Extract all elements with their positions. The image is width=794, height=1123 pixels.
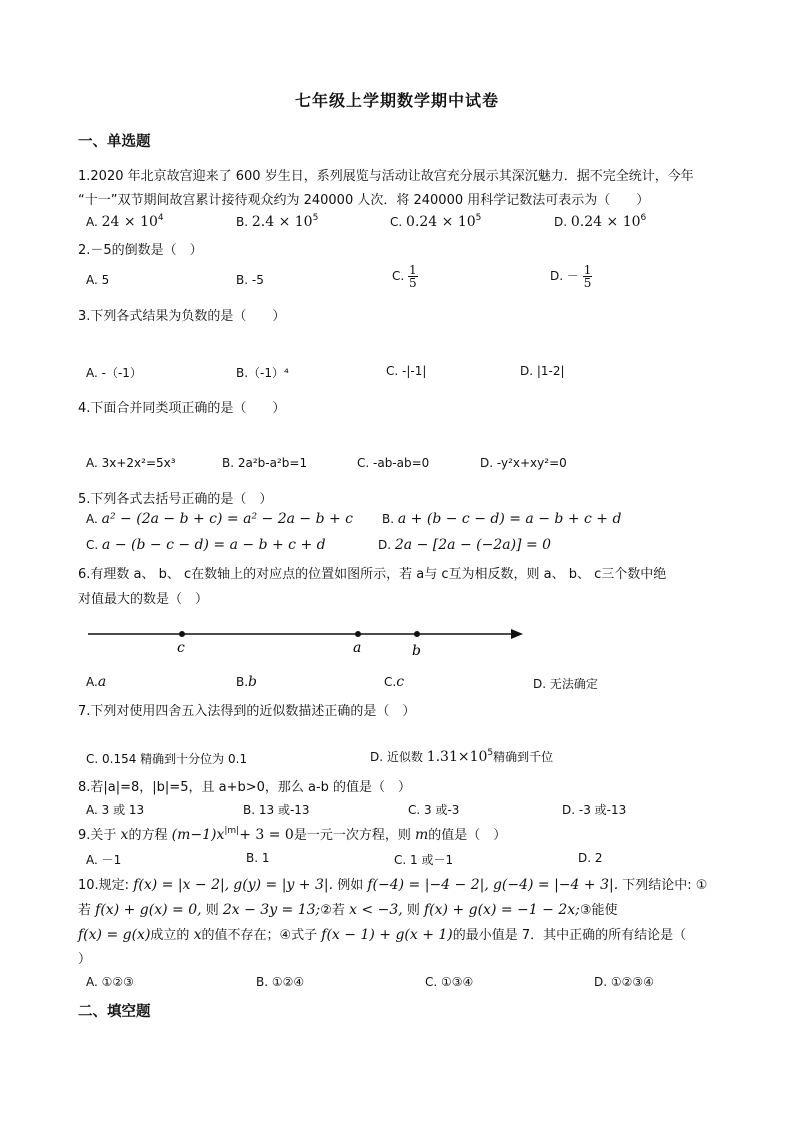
q9-stem: 9.关于 x的方程 $(m-1)x^{|m|}+ 3 = 0$是一元一次方程，则 m的值是（ ） bbox=[78, 826, 507, 843]
point-b bbox=[414, 631, 420, 637]
label-a: a bbox=[353, 640, 362, 656]
q5-option-a[interactable]: A. a² − (2a − b + c) = a² − 2a − b + c bbox=[86, 511, 354, 527]
q5-stem: 5.下列各式去括号正确的是（ ） bbox=[78, 492, 273, 507]
q3-option-b[interactable]: B.（-1）⁴ bbox=[236, 366, 289, 380]
fraction: $\frac{1}{5}$ bbox=[409, 263, 417, 290]
q3-option-c[interactable]: C. -|-1| bbox=[386, 364, 427, 378]
q3-option-a[interactable]: A. -（-1） bbox=[86, 366, 142, 380]
q10-option-a[interactable]: A. ①②③ bbox=[86, 975, 134, 989]
q10-option-c[interactable]: C. ①③④ bbox=[425, 975, 474, 989]
q1-stem-line2: “十一”双节期间故宫累计接待观众约为 240000 人次．将 240000 用科学记数法可表示为（ ） bbox=[78, 193, 650, 208]
number-line-figure bbox=[86, 622, 526, 658]
q8-stem: 8.若|a|=8，|b|=5，且 a+b>0，那么 a-b 的值是（ ） bbox=[78, 780, 412, 795]
q1-option-c[interactable]: C. $0.24 \times 10^5$ bbox=[390, 213, 482, 230]
q2-option-b[interactable]: B. -5 bbox=[236, 273, 264, 287]
q2-option-d[interactable]: D. － $\frac{1}{5}$ bbox=[550, 263, 592, 290]
q3-option-d[interactable]: D. |1-2| bbox=[520, 364, 565, 378]
page-title: 七年级上学期数学期中试卷 bbox=[294, 91, 499, 110]
q10-stem-line3: f(x) = g(x)成立的 x的值不存在；④式子 f(x − 1) + g(x + 1)的最小值是 7．其中正确的所有结论是（ bbox=[78, 927, 687, 943]
q9-option-d[interactable]: D. 2 bbox=[578, 851, 603, 865]
q4-option-d[interactable]: D. -y²x+xy²=0 bbox=[480, 456, 567, 470]
q10-option-d[interactable]: D. ①②③④ bbox=[594, 975, 654, 989]
q6-option-b[interactable]: B.b bbox=[236, 674, 258, 690]
q4-option-b[interactable]: B. 2a²b-a²b=1 bbox=[222, 456, 308, 470]
q5-option-d[interactable]: D. 2a − [2a − (−2a)] = 0 bbox=[378, 537, 552, 553]
q6-stem-line2: 对值最大的数是（ ） bbox=[78, 592, 209, 607]
q4-option-c[interactable]: C. -ab-ab=0 bbox=[357, 456, 430, 470]
q3-stem: 3.下列各式结果为负数的是（ ） bbox=[78, 309, 286, 324]
q7-option-c[interactable]: C. 0.154 精确到十分位为 0.1 bbox=[86, 752, 248, 766]
q4-stem: 4.下面合并同类项正确的是（ ） bbox=[78, 401, 286, 416]
section-heading-fill-in: 二、填空题 bbox=[78, 1004, 151, 1020]
q1-stem-line1: 1.2020 年北京故宫迎来了 600 岁生日，系列展览与活动让故宫充分展示其深沉魅力．据不完全统计，今年 bbox=[78, 169, 694, 184]
point-a bbox=[355, 631, 361, 637]
q10-stem-line2: 若 f(x) + g(x) = 0, 则 2x − 3y = 13;②若 x < −3, 则 f(x) + g(x) = −1 − 2x;③能使 bbox=[78, 902, 618, 918]
label-c: c bbox=[177, 640, 185, 656]
q2-option-a[interactable]: A. 5 bbox=[86, 273, 110, 287]
q9-option-a[interactable]: A. －1 bbox=[86, 853, 122, 867]
q9-option-b[interactable]: B. 1 bbox=[246, 851, 270, 865]
section-heading-single-choice: 一、单选题 bbox=[78, 134, 151, 150]
q2-option-c[interactable]: C. $\frac{1}{5}$ bbox=[392, 263, 417, 290]
point-c bbox=[179, 631, 185, 637]
q5-option-c[interactable]: C. a − (b − c − d) = a − b + c + d bbox=[86, 537, 326, 553]
q8-option-c[interactable]: C. 3 或-3 bbox=[408, 803, 460, 817]
q6-option-d[interactable]: D. 无法确定 bbox=[533, 677, 598, 691]
q6-option-a[interactable]: A.a bbox=[86, 674, 107, 690]
q8-option-b[interactable]: B. 13 或-13 bbox=[243, 803, 310, 817]
q5-option-b[interactable]: B. a + (b − c − d) = a − b + c + d bbox=[382, 511, 622, 527]
q7-stem: 7.下列对使用四舍五入法得到的近似数描述正确的是（ ） bbox=[78, 704, 416, 719]
q4-option-a[interactable]: A. 3x+2x²=5x³ bbox=[86, 456, 176, 470]
q2-stem: 2.－5的倒数是（ ） bbox=[78, 243, 203, 258]
q10-stem-line1: 10.规定: f(x) = |x − 2|, g(y) = |y + 3|. 例如 f(−4) = |−4 − 2|, g(−4) = |−4 + 3|. 下列结论中: ① bbox=[78, 877, 708, 893]
q10-option-b[interactable]: B. ①②④ bbox=[256, 975, 305, 989]
q7-option-d[interactable]: D. 近似数 $1.31\times 10^5$精确到千位 bbox=[370, 748, 554, 765]
q1-option-a[interactable]: A. $24 \times 10^4$ bbox=[86, 213, 164, 230]
fraction: $\frac{1}{5}$ bbox=[583, 263, 592, 290]
q6-stem-line1: 6.有理数 a、 b、 c在数轴上的对应点的位置如图所示，若 a与 c互为相反数，则 a、 b、 c三个数中绝 bbox=[78, 567, 667, 582]
arrow-head-icon bbox=[511, 629, 523, 639]
q10-stem-line4: ） bbox=[78, 952, 92, 967]
label-b: b bbox=[412, 643, 421, 658]
q9-option-c[interactable]: C. 1 或－1 bbox=[394, 853, 454, 867]
q8-option-a[interactable]: A. 3 或 13 bbox=[86, 803, 145, 817]
q1-option-d[interactable]: D. $0.24 \times 10^6$ bbox=[554, 213, 647, 230]
q8-option-d[interactable]: D. -3 或-13 bbox=[562, 803, 627, 817]
q1-option-b[interactable]: B. $2.4 \times 10^5$ bbox=[236, 213, 319, 230]
q6-option-c[interactable]: C.c bbox=[384, 674, 405, 690]
